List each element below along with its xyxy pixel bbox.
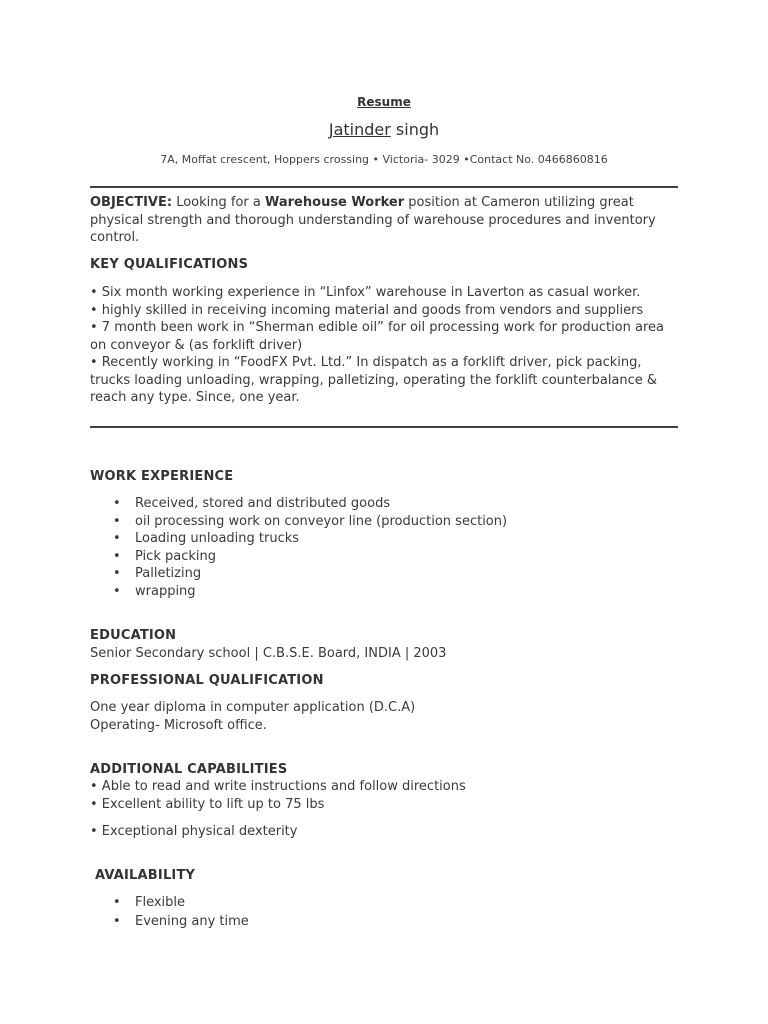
objective-text-before: Looking for a: [172, 195, 265, 210]
list-item-text: Received, stored and distributed goods: [135, 496, 391, 511]
document-title: Resume: [357, 95, 411, 109]
list-item-text: wrapping: [135, 583, 196, 599]
list-item: • Flexible: [113, 895, 186, 910]
list-item: • Loading unloading trucks: [113, 531, 300, 546]
objective-label: OBJECTIVE:: [90, 195, 173, 210]
list-item: • Pick packing: [113, 548, 216, 564]
name-first: Jatinder: [328, 120, 391, 139]
key-qualification-item: • highly skilled in receiving incoming material and goods from vendors and suppliers: [90, 302, 644, 318]
professional-qualification-line: One year diploma in computer application (D.C.A): [90, 700, 416, 715]
list-item-text: Palletizing: [135, 566, 202, 581]
availability-heading: AVAILABILITY: [95, 868, 196, 883]
list-item: • Evening any time: [113, 914, 249, 929]
list-item-text: oil processing work on conveyor line (production section): [135, 513, 508, 529]
capability-item: • Exceptional physical dexterity: [90, 824, 298, 839]
list-item: • wrapping: [113, 583, 196, 599]
list-item-text: Flexible: [135, 895, 186, 910]
list-item-text: Evening any time: [135, 914, 249, 929]
objective-paragraph: [90, 194, 680, 247]
list-item-text: Pick packing: [135, 548, 216, 564]
professional-qualification-heading: PROFESSIONAL QUALIFICATION: [90, 673, 324, 688]
key-qualification-item: • Recently working in “FoodFX Pvt. Ltd.” In dispatch as a forklift driver, pick packing, trucks loading unloading, wrapping, palletizing, operating the forklift counterbalance & reach any type. Since, one year.: [90, 355, 658, 405]
work-experience-heading: WORK EXPERIENCE: [90, 469, 234, 484]
additional-capabilities-heading: ADDITIONAL CAPABILITIES: [90, 762, 288, 777]
capability-item: • Able to read and write instructions and follow directions: [90, 779, 466, 794]
list-item: • Palletizing: [113, 566, 202, 581]
name-rest: singh: [390, 120, 440, 139]
list-item-text: Loading unloading trucks: [135, 531, 300, 546]
professional-qualification-line: Operating- Microsoft office.: [90, 717, 267, 733]
contact-line: 7A, Moffat crescent, Hoppers crossing • Victoria- 3029 •Contact No. 0466860816: [160, 153, 608, 166]
key-qualification-item: • Six month working experience in “Linfox” warehouse in Laverton as casual worker.: [90, 285, 641, 300]
objective-text-after: position at Cameron utilizing great physical strength and thorough understanding of warehouse procedures and inventory control.: [90, 195, 656, 245]
list-item: • oil processing work on conveyor line (production section): [113, 513, 508, 529]
list-item: • Received, stored and distributed goods: [113, 496, 391, 511]
applicant-name: [0, 120, 768, 139]
key-qualifications-heading: KEY QUALIFICATIONS: [90, 257, 249, 272]
education-text: Senior Secondary school | C.B.S.E. Board, INDIA | 2003: [90, 646, 447, 661]
divider-middle: [90, 426, 678, 428]
objective-role: Warehouse Worker: [265, 195, 405, 210]
key-qualification-item: • 7 month been work in “Sherman edible oil” for oil processing work for production area on conveyor & (as forklift driver): [90, 320, 664, 353]
availability-list: [113, 893, 249, 931]
divider-top: [90, 186, 678, 188]
education-heading: EDUCATION: [90, 628, 177, 643]
work-experience-list: [113, 495, 507, 600]
capability-item: • Excellent ability to lift up to 75 lbs: [90, 797, 325, 812]
